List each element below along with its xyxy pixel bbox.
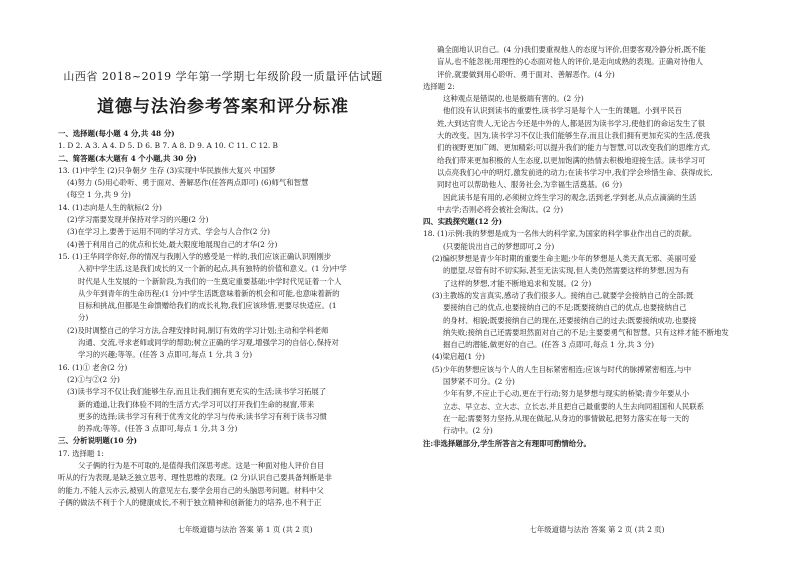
text-line: 的身材、相貌;既要接纳自己的现在,还要接纳自己的过去;既要接纳成功,也要接 [443,315,697,325]
text-line: 他们没有认识到读书的重要性,读书学习是每个人一生的课题。小到平民百 [443,106,682,116]
text-line: 听从的行为表现,是缺乏独立思考、理性思维的表现。(2 分)认识自己要具备判断是非 [58,473,332,483]
text-line: 15. (1)王华同学你好,你的情况与我刚入学的感受是一样的,我们应该正确认识刚刚步 [58,251,332,261]
text-line: 立志、早立志、立大志、立长志,并且把自己最重要的人生去向同祖国和人民联系 [443,401,705,411]
text-line: 姓,大到达官贵人,无论古今还是中外的人,都是因为读书学习,使他们的命运发生了很 [437,118,706,128]
text-line: 的愿望,尽管有时不切实际,甚至无法实现,但人类仍然需要这样的梦想,因为有 [443,266,689,276]
text-line: 学习的兴趣;等等。(任答 3 点即可,每点 1 分,共 3 分) [78,350,253,360]
text-line: 沟通、交流,寻求老师或同学的帮助;树立正确的学习观,增强学习的自信心,保持对 [78,338,339,348]
section-heading: 四、实践探究题(12 分) [423,217,502,227]
text-line: (2)及时调整自己的学习方法,合理安排时间,制订有效的学习计划;主动和学科老师 [67,325,329,335]
text-line: 17. 选择题 1: [58,448,104,458]
text-line: 纳失败;接纳自己还需要坦然面对自己的不足;主要要勇气和智慧。只有这样才能不断地发 [443,327,729,337]
text-line: 的能力,不能人云亦云,被别人的意见左右,要学会用自己的头脑思考问题。材料中父 [58,485,324,495]
section-heading: 二、简答题(本大题有 4 个小题,共 30 分) [58,153,197,163]
text-line: 以点亮我们心中的明灯,激发前进的动力;在读书学习中,我们学会珍惜生命、获得成长, [437,167,713,177]
text-line: 分) [78,313,89,323]
answer-text-block [423,44,753,450]
answer-text-block [58,128,390,509]
text-line: 因此读书是有用的,必须树立终生学习的观念,活到老,学到老,从点点滴滴的生活 [443,192,697,202]
text-line: 在一起;需要努力坚持,从现在做起,从身边的事情做起,把努力落实在每一天的 [443,413,690,423]
text-line: (每空 1 分,共 9 分) [67,190,131,200]
text-line: 时代是人生发展的一个新阶段,为我们的一生奠定重要基础;中学时代见证着一个人 [78,276,342,286]
page-footer: 七年级道德与法治 答案 第 2 页 (共 2 页) [529,525,665,534]
text-line: 们的视野更加广阔、更加精彩;可以提升我们的能力与智慧,可以改变我们的思维方式, [437,143,711,153]
section-heading: 注:非选择题部分,学生所答言之有理即可酌情给分。 [423,438,591,448]
text-line: (3)在学习上,要善于运用不同的学习方式、学会与人合作(2 分) [67,227,271,237]
text-line: 1. D 2. A 3. A 4. D 5. D 6. B 7. A 8. D 9. A 10. C 11. C 12. B [58,141,278,151]
text-line: 大的改变。因为,读书学习不仅让我们能够生存,而且让我们拥有更加充实的生活,使我 [437,131,711,141]
text-line: 掘自己的潜能,做更好的自己。(任答 3 点即可,每点 1 分,共 3 分) [443,340,655,350]
text-line: 的养成;等等。(任答 3 点即可,每点 1 分,共 3 分) [78,424,238,434]
section-heading: 三、分析说明题(10 分) [58,436,137,446]
text-line: 18. (1)示例:我的梦想是成为一名伟大的科学家,为国家的科学事业作出自己的贡献。 [423,229,697,239]
text-line: (2)编织梦想是青少年时期的重要生命主题;少年的梦想是人类天真无邪、美丽可爱 [432,254,697,264]
text-line: 给我们带来更加积极的人生态度,以更加饱满的热情去积极地迎接生活。读书学习可 [437,155,706,165]
text-line: (3)读书学习不仅让我们能够生存,而且让我们拥有更充实的生活;读书学习拓展了 [67,387,327,397]
document-title: 道德与法治参考答案和评分标准 [97,97,349,117]
text-line: (5)少年的梦想应该与个人的人生目标紧密相连;应该与时代的脉搏紧密相连,与中 [432,364,692,374]
text-line: (3)主教练的发言真实,感动了我们很多人。接纳自己,就要学会接纳自己的全部;既 [432,290,694,300]
text-line: 中去学;否则必将会被社会淘汰。(2 分) [437,204,564,214]
text-line: (2)学习需要发现并保持对学习的兴趣(2 分) [67,215,209,225]
page-footer: 七年级道德与法治 答案 第 1 页 (共 2 页) [177,525,313,534]
text-line: (2)①与②(2 分) [67,374,120,384]
text-line: 新的通道,让我们体验不同的生活方式;学习可以打开我们生命的视窗,带来 [78,399,315,409]
text-line: (4)梁启超(1 分) [432,352,485,362]
text-line: 选择题 2: [423,81,455,91]
text-line: 13. (1)中学生 (2)只争朝夕 生存 (3)实现中华民族伟大复兴 中国梦 [58,165,276,175]
text-line: 评价,就要做到用心聆听、勇于面对、善解恶作。(4 分) [437,69,615,79]
text-line: 国梦紧不可分。(2 分) [443,377,515,387]
text-line: 子俩的做法不利于个人的健康成长,不利于独立精神和创新能力的培养,也不利于正 [58,497,322,507]
text-line: 更多的选择;读书学习有利于优秀文化的学习与传承;读书学习有利于读书习惯 [78,411,327,421]
exam-title: 山西省 2018~2019 学年第一学期七年级阶段一质量评估试题 [63,70,383,83]
text-line: 14. (1)志向是人生的航标(2 分) [58,202,162,212]
answer-page-2 [397,0,794,562]
text-line: (只要能说出自己的梦想即可,2 分) [443,241,555,251]
text-line: 了这样的梦想,才能不断地追求和发展。(2 分) [443,278,592,288]
text-line: 少年有梦,不应止于心动,更在于行动;努力是梦想与现实的桥梁;青少年要从小 [443,389,690,399]
text-line: 入初中学生活,这是我们成长的又一个新的起点,具有独特的价值和意义。(1 分)中学 [78,264,347,274]
text-line: (4)努力 (5)用心聆听、勇于面对、善解恶作(任答两点即可) (6)师气和智慧 [67,178,309,188]
text-line: 父子俩的行为是不可取的,是值得我们深思考虑。这是一种面对他人评价自目 [78,461,325,471]
text-line: 目标和挑战,但都是生命馈赠给我们的成长礼物,我们应该珍惜,更要尽快适应。(1 [78,301,337,311]
text-line: 16. (1)① 老舍(2 分) [58,362,128,372]
text-line: 这种观点是错误的,也是极端有害的。(2 分) [443,94,584,104]
text-line: 行动中。(2 分) [443,426,493,436]
text-line: 同时也可以帮助他人、服务社会,为幸福生活奠基。(6 分) [437,180,623,190]
text-line: 确全面地认识自己。(4 分)我们要重视他人的态度与评价,但要客观冷静分析,既不能 [437,45,706,54]
text-line: 要接纳自己的优点,也要接纳自己的不足;既要接纳自己的优点,也要接纳自己 [443,303,687,313]
text-line: 从少年到青年的生命历程;(1 分)中学生活既意味着新的机会和可能,也意味着新的 [78,288,340,298]
text-line: (4)善于利用自己的优点和长处,最大限度地展现自己的才华(2 分) [67,239,278,249]
section-heading: 一、选择题(每小题 4 分,共 48 分) [58,129,175,138]
text-line: 盲从,也不能忽视;用理性的心态面对他人的评价,是走向成熟的表现。正确对待他人 [437,57,703,67]
